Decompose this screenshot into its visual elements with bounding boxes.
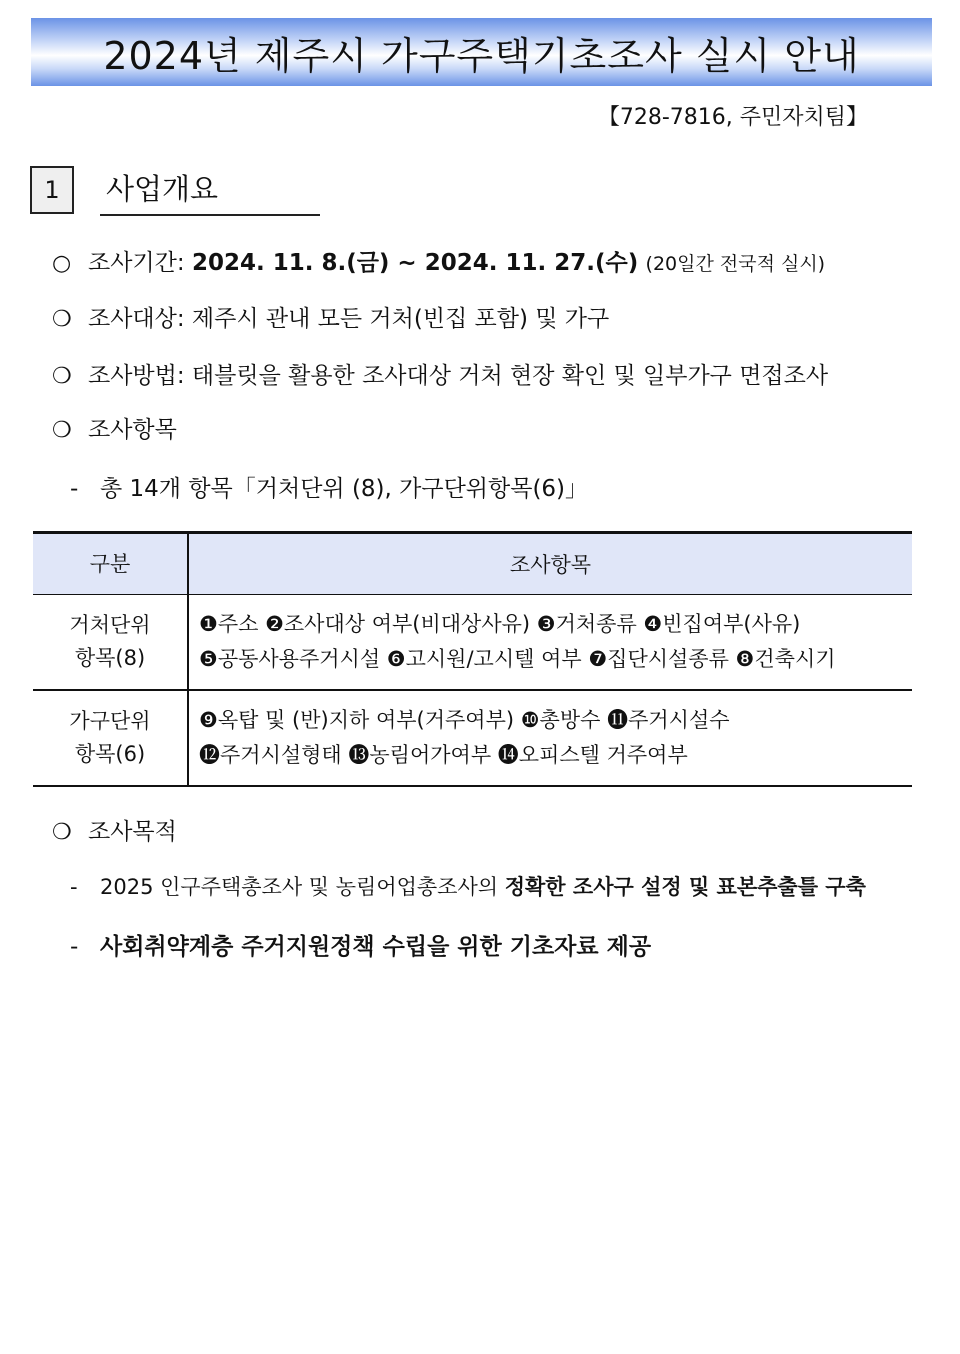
dash-bullet: - [70,934,79,960]
table-row [33,690,912,786]
circle-bullet-icon: ○ [52,251,72,276]
purpose-1-bold: 정확한 조사구 설정 및 표본추출틀 구축 [504,875,866,899]
method-text: 조사방법: 태블릿을 활용한 조사대상 거처 현장 확인 및 일부가구 면접조사 [88,363,829,389]
table-header-category: 구분 [33,533,188,595]
section-number: 1 [30,166,74,214]
target-line [52,300,609,333]
purpose-heading [52,813,177,846]
section-title: 사업개요 [100,166,320,216]
dash-bullet: - [70,875,78,899]
items-heading [52,411,177,444]
circle-bullet-icon: ❍ [52,364,72,389]
row-items-line: ❺공동사용주거시설 ❻고시원/고시텔 여부 ❼집단시설종류 ❽건축시기 [199,647,836,671]
row-category [33,595,188,691]
period-value: 2024. 11. 8.(금) ~ 2024. 11. 27.(수) [191,250,639,276]
dash-bullet: - [70,476,79,502]
row-category-line: 항목(6) [74,742,146,766]
target-text: 조사대상: 제주시 관내 모든 거처(빈집 포함) 및 가구 [88,306,610,332]
table-row [33,595,912,691]
row-items-line: ⓬주거시설형태 ⓭농림어가여부 ⓮오피스텔 거주여부 [199,743,688,767]
purpose-1-normal: 2025 인구주택총조사 및 농림어업총조사의 [100,875,505,899]
table-header-items: 조사항목 [188,533,912,595]
contact-info: 【728-7816, 주민자치팀】 [597,105,868,130]
row-category-line: 가구단위 [69,709,151,734]
items-summary-text: 총 14개 항목「거처단위 (8), 가구단위항목(6)」 [100,476,589,502]
purpose-heading-text: 조사목적 [88,819,177,845]
row-items-line: ❾옥탑 및 (반)지하 여부(거주여부) ❿총방수 ⓫주거시설수 [199,708,730,733]
title-banner [31,18,932,86]
row-items [188,690,912,786]
circle-bullet-icon: ❍ [52,418,72,443]
items-summary [70,470,588,503]
page-title: 2024년 제주시 가구주택기초조사 실시 안내 [103,33,860,78]
circle-bullet-icon: ❍ [52,307,72,332]
row-items [188,595,912,691]
purpose-line-2 [70,928,651,961]
method-line [52,357,828,390]
survey-items-table [33,531,912,787]
purpose-line-1 [70,871,866,901]
purpose-2-bold: 사회취약계층 주거지원정책 수립을 위한 기초자료 제공 [100,934,652,960]
row-category-line: 항목(8) [74,646,146,670]
row-items-line: ❶주소 ❷조사대상 여부(비대상사유) ❸거처종류 ❹빈집여부(사유) [199,612,801,637]
circle-bullet-icon: ❍ [52,820,72,845]
row-category [33,690,188,786]
row-category-line: 거처단위 [69,613,151,638]
items-heading-text: 조사항목 [88,417,177,443]
period-note: (20일간 전국적 실시) [645,253,826,275]
period-label: 조사기간: [88,250,192,276]
period-line [52,244,825,277]
